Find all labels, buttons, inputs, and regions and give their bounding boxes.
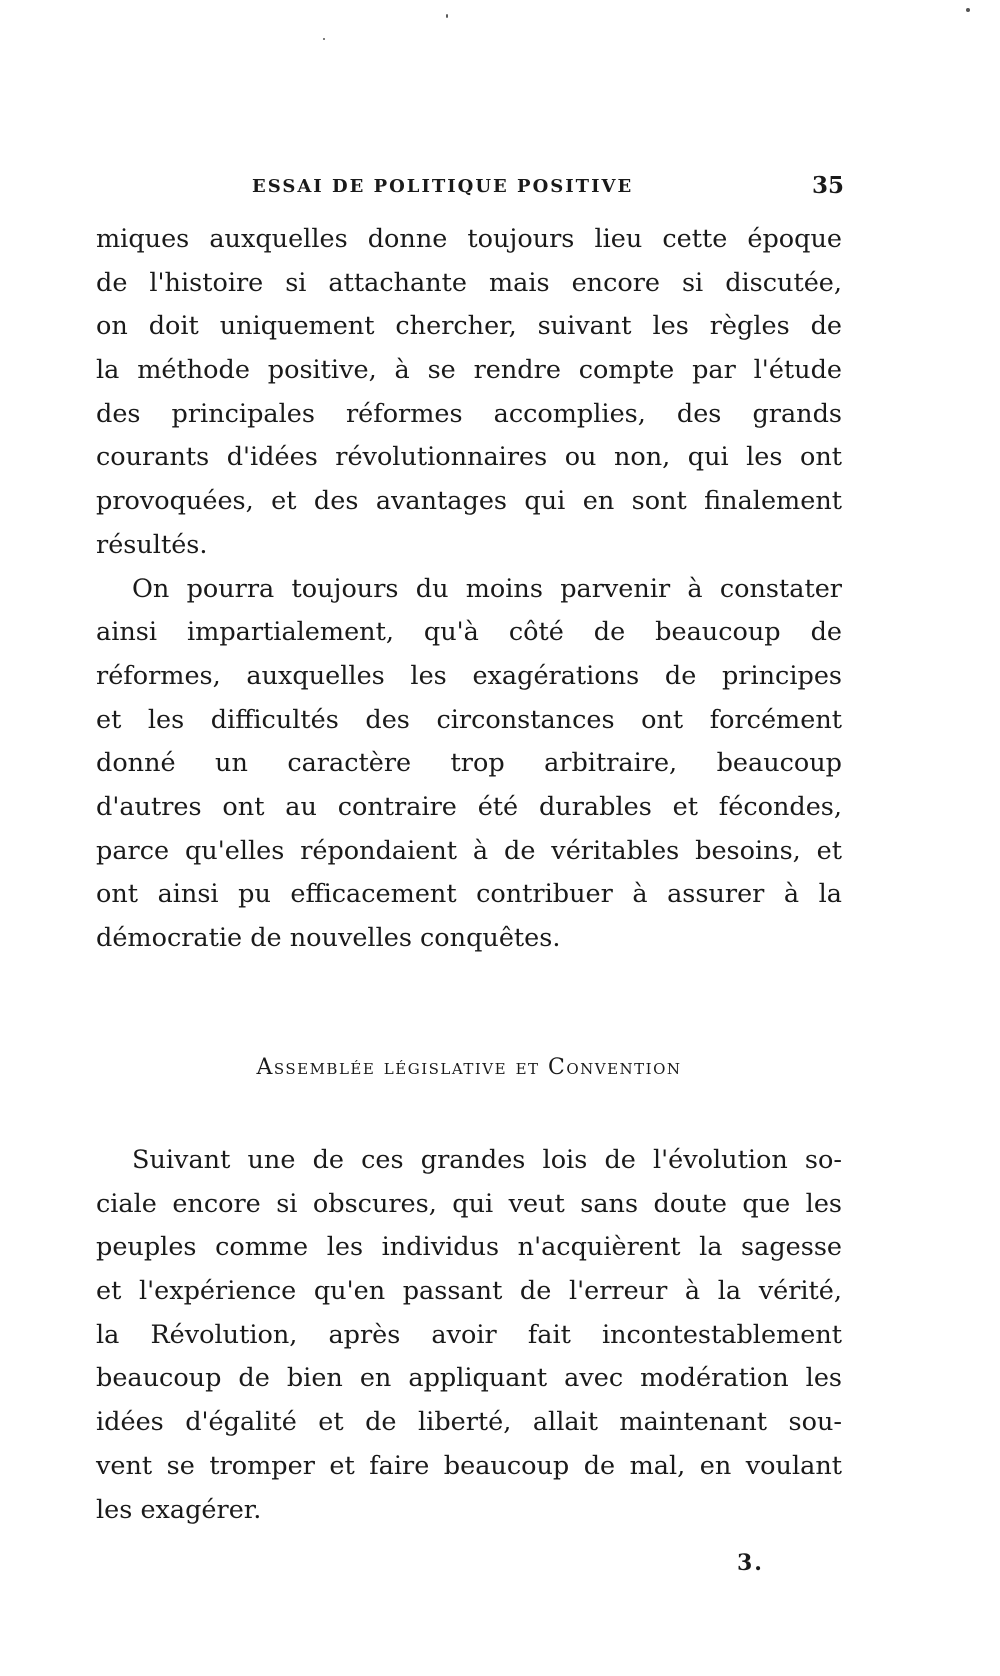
text-line: résultés. xyxy=(96,529,208,560)
running-head xyxy=(92,172,844,206)
section-heading: Assemblée législative et Convention xyxy=(256,1055,682,1080)
text-line: peuples comme les individus n'acquièrent la sagesse xyxy=(96,1232,842,1263)
text-line: des principales réformes accomplies, des grands xyxy=(96,398,842,429)
text-line: démocratie de nouvelles conquêtes. xyxy=(96,923,561,953)
text-line: et l'expérience qu'en passant de l'erreur à la vérité, xyxy=(96,1276,842,1307)
text-line: miques auxquelles donne toujours lieu cette époque xyxy=(96,224,842,254)
text-line: la Révolution, après avoir fait incontestablement xyxy=(96,1319,842,1350)
text-line: les exagérer. xyxy=(96,1494,262,1525)
text-line: d'autres ont au contraire été durables et fécondes, xyxy=(96,791,842,822)
text-line: idées d'égalité et de liberté, allait maintenant sou- xyxy=(96,1407,842,1438)
text-line: Suivant une de ces grandes lois de l'évolution so- xyxy=(132,1145,842,1175)
text-line: courants d'idées révolutionnaires ou non, qui les ont xyxy=(96,442,842,473)
text-line: ciale encore si obscures, qui veut sans doute que les xyxy=(96,1188,842,1219)
text-line: on doit uniquement chercher, suivant les règles de xyxy=(96,311,842,342)
body-text-new-section xyxy=(96,1139,842,1532)
text-line: donné un caractère trop arbitraire, beaucoup xyxy=(96,748,842,779)
text-line: ainsi impartialement, qu'à côté de beaucoup de xyxy=(96,617,842,648)
running-title: ESSAI DE POLITIQUE POSITIVE xyxy=(252,176,634,197)
text-line: vent se tromper et faire beaucoup de mal, en voulant xyxy=(96,1450,842,1481)
text-line: parce qu'elles répondaient à de véritables besoins, et xyxy=(96,835,842,866)
text-line: réformes, auxquelles les exagérations de principes xyxy=(96,660,842,691)
page-number: 35 xyxy=(811,172,844,199)
text-line: provoquées, et des avantages qui en sont finalement xyxy=(96,486,842,517)
text-line: la méthode positive, à se rendre compte par l'étude xyxy=(96,355,842,386)
ink-speck xyxy=(323,38,325,40)
text-line: et les difficultés des circonstances ont forcément xyxy=(96,704,842,735)
body-text-continued xyxy=(96,218,842,961)
text-line: beaucoup de bien en appliquant avec modération les xyxy=(96,1363,842,1394)
ink-speck xyxy=(966,8,970,12)
text-line: de l'histoire si attachante mais encore si discutée, xyxy=(96,267,842,298)
text-line: On pourra toujours du moins parvenir à constater xyxy=(132,573,842,604)
signature-mark: 3. xyxy=(737,1550,764,1576)
ink-speck xyxy=(446,14,448,18)
text-line: ont ainsi pu efficacement contribuer à assurer à la xyxy=(96,879,842,910)
